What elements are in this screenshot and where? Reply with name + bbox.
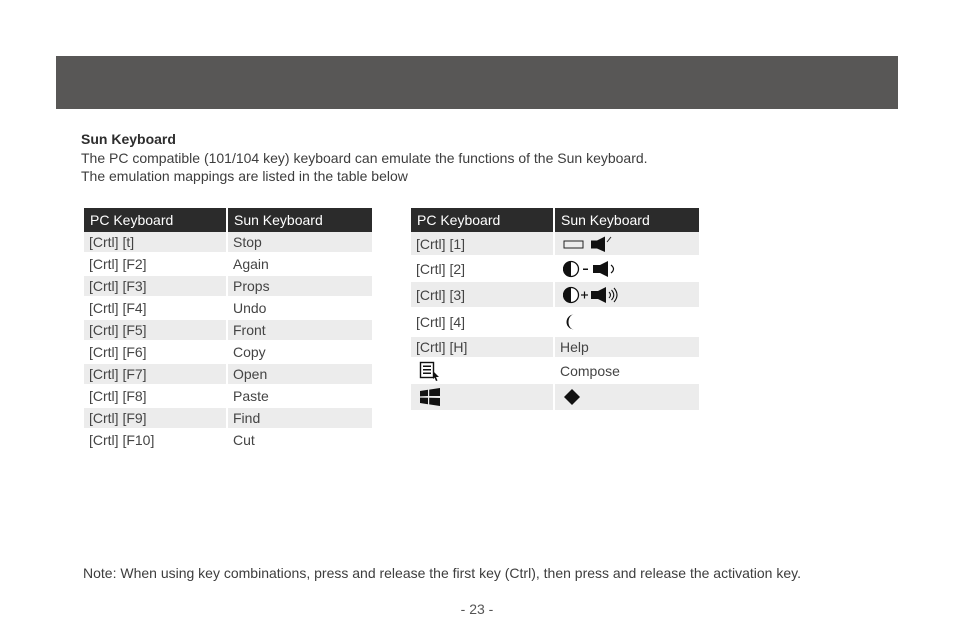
table-row: [411, 232, 699, 256]
left-mapping-table: [84, 208, 372, 452]
right-mapping-table: [411, 208, 699, 412]
table-row: [84, 275, 372, 297]
sun-key-cell: Props: [227, 275, 372, 297]
moon-icon: [563, 313, 579, 331]
sun-key-cell: Compose: [554, 358, 699, 383]
volume-down-icon: [563, 260, 623, 278]
table-row: [411, 358, 699, 383]
table-row: [84, 385, 372, 407]
sun-key-cell: Undo: [227, 297, 372, 319]
pc-key-cell: [Crtl] [F7]: [84, 363, 227, 385]
note-text: Note: When using key combinations, press and release the first key (Ctrl), then press and release the activation key.: [83, 565, 801, 581]
pc-key-cell: [Crtl] [1]: [411, 232, 554, 256]
pc-key-cell: [Crtl] [2]: [411, 256, 554, 281]
table-row: [84, 232, 372, 253]
sun-key-cell: [554, 232, 699, 256]
mute-speaker-icon: [563, 236, 619, 252]
pc-key-cell: [411, 383, 554, 411]
pc-key-cell: [Crtl] [t]: [84, 232, 227, 253]
table-row: [84, 319, 372, 341]
table-row: [411, 281, 699, 308]
volume-up-icon: [563, 286, 625, 304]
windows-key-icon: [419, 388, 441, 406]
sun-key-cell: Front: [227, 319, 372, 341]
intro-text-line-1: The PC compatible (101/104 key) keyboard can emulate the functions of the Sun keyboard.: [81, 150, 648, 166]
sun-key-cell: Find: [227, 407, 372, 429]
pc-key-cell: [Crtl] [F8]: [84, 385, 227, 407]
header-bar: [56, 56, 898, 109]
pc-key-cell: [Crtl] [F9]: [84, 407, 227, 429]
column-header-sun-keyboard: Sun Keyboard: [554, 208, 699, 232]
column-header-sun-keyboard: Sun Keyboard: [227, 208, 372, 232]
sun-key-cell: Copy: [227, 341, 372, 363]
table-row: [411, 256, 699, 281]
sun-key-cell: Stop: [227, 232, 372, 253]
sun-key-cell: Help: [554, 336, 699, 358]
table-row: [84, 341, 372, 363]
table-row: [411, 336, 699, 358]
column-header-pc-keyboard: PC Keyboard: [411, 208, 554, 232]
section-title: Sun Keyboard: [81, 131, 176, 147]
pc-key-cell: [Crtl] [F6]: [84, 341, 227, 363]
column-header-pc-keyboard: PC Keyboard: [84, 208, 227, 232]
sun-key-cell: Cut: [227, 429, 372, 451]
pc-key-cell: [Crtl] [F3]: [84, 275, 227, 297]
pc-key-cell: [Crtl] [F4]: [84, 297, 227, 319]
sun-key-cell: [554, 383, 699, 411]
table-row: [411, 308, 699, 336]
pc-key-cell: [Crtl] [H]: [411, 336, 554, 358]
pc-key-cell: [Crtl] [4]: [411, 308, 554, 336]
pc-key-cell: [Crtl] [F10]: [84, 429, 227, 451]
table-row: [84, 429, 372, 451]
pc-key-cell: [Crtl] [3]: [411, 281, 554, 308]
pc-key-cell: [Crtl] [F2]: [84, 253, 227, 275]
table-row: [84, 363, 372, 385]
pc-key-cell: [411, 358, 554, 383]
table-row: [84, 297, 372, 319]
page-number: - 23 -: [460, 601, 494, 617]
sun-key-cell: [554, 308, 699, 336]
diamond-meta-icon: [563, 388, 581, 406]
sun-key-cell: Again: [227, 253, 372, 275]
sun-key-cell: [554, 281, 699, 308]
pc-key-cell: [Crtl] [F5]: [84, 319, 227, 341]
sun-key-cell: [554, 256, 699, 281]
sun-key-cell: Open: [227, 363, 372, 385]
intro-text-line-2: The emulation mappings are listed in the table below: [81, 168, 408, 184]
table-row: [84, 407, 372, 429]
table-row: [84, 253, 372, 275]
menu-key-icon: [419, 361, 441, 381]
sun-key-cell: Paste: [227, 385, 372, 407]
table-row: [411, 383, 699, 411]
